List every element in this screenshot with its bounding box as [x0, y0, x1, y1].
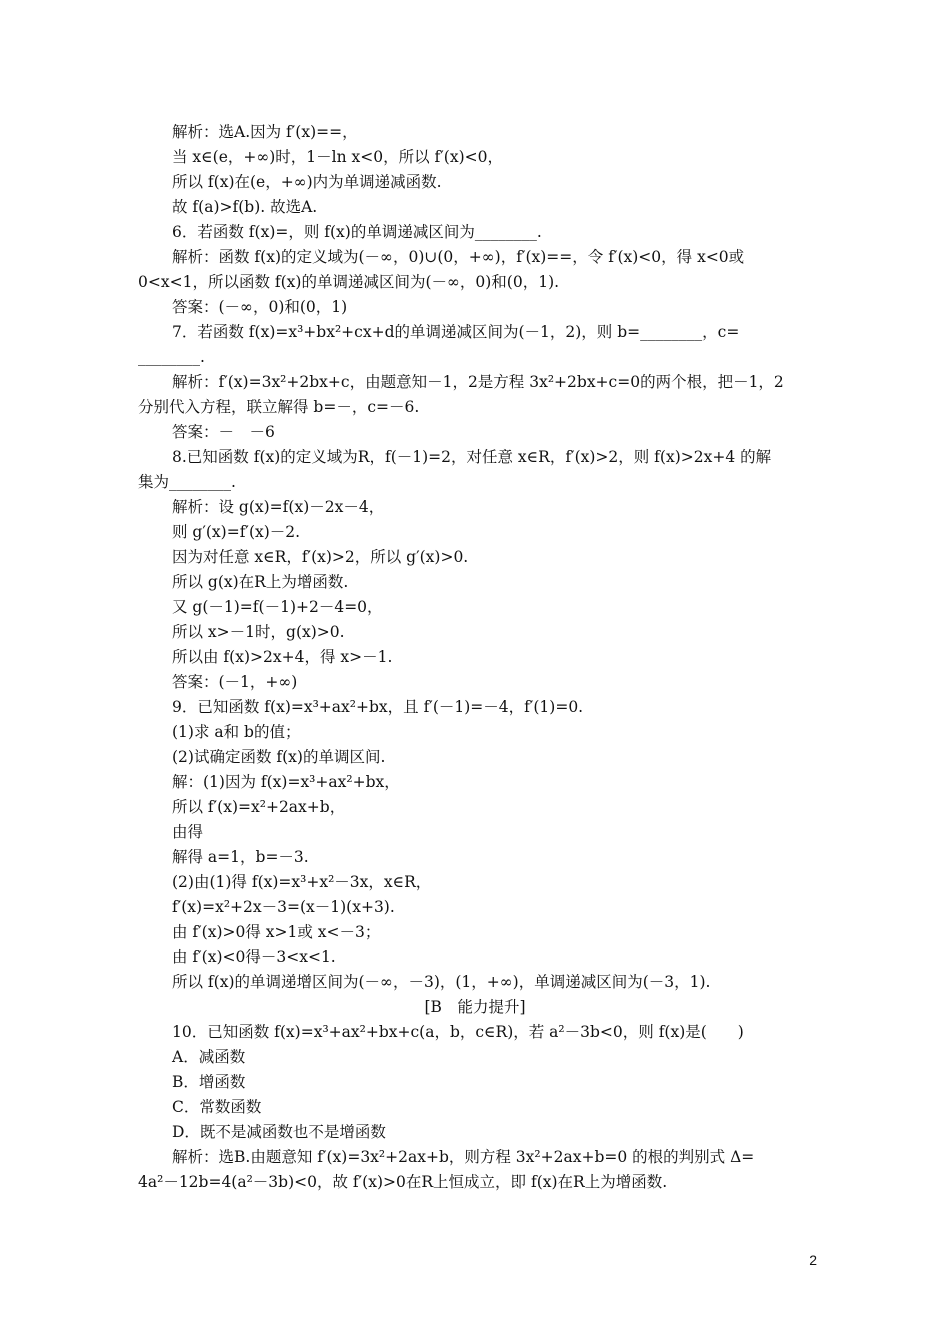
text-line: 又 g(－1)=f(－1)+2－4=0， — [172, 598, 383, 616]
problem-10: 10．已知函数 f(x)=x³+ax²+bx+c(a，b，c∈R)，若 a²－3b<0，则 f(x)是( ) — [172, 1023, 744, 1041]
text-line: 解析：f′(x)=3x²+2bx+c，由题意知－1，2是方程 3x²+2bx+c=0的两个根，把－1，2 — [172, 373, 784, 391]
text-line: 故 f(a)>f(b). 故选A. — [172, 198, 318, 216]
text-line: 当 x∈(e，+∞)时，1－ln x<0，所以 f′(x)<0， — [172, 148, 503, 166]
text-line: 解析：选B.由题意知 f′(x)=3x²+2ax+b，则方程 3x²+2ax+b=0 的根的判别式 Δ= — [172, 1148, 755, 1166]
choice-d: D．既不是减函数也不是增函数 — [172, 1123, 386, 1141]
text-line: ________. — [138, 348, 205, 366]
text-line: 所以由 f(x)>2x+4，得 x>－1. — [172, 648, 393, 666]
text-line: 解析：函数 f(x)的定义域为(－∞，0)∪(0，+∞)，f′(x)==，令 f′(x)<0，得 x<0或 — [172, 248, 745, 266]
text-line: 所以 x>－1时，g(x)>0. — [172, 623, 345, 641]
answer-line: 答案：(－∞，0)和(0，1) — [172, 298, 348, 316]
text-line: 解析：选A.因为 f′(x)==， — [172, 123, 358, 141]
text-line: 分别代入方程，联立解得 b=－，c=－6. — [138, 398, 420, 416]
text-line: 所以 f(x)在(e，+∞)内为单调递减函数. — [172, 173, 442, 191]
answer-line: 答案：－ －6 — [172, 423, 275, 441]
choice-c: C．常数函数 — [172, 1098, 262, 1116]
text-line: (2)由(1)得 f(x)=x³+x²－3x，x∈R， — [172, 873, 432, 891]
text-line: (2)试确定函数 f(x)的单调区间. — [172, 748, 386, 766]
answer-line: 答案：(－1，+∞) — [172, 673, 298, 691]
page-number: 2 — [809, 1252, 817, 1268]
text-line: 所以 f′(x)=x²+2ax+b， — [172, 798, 346, 816]
text-line: 所以 g(x)在R上为增函数. — [172, 573, 349, 591]
problem-6: 6．若函数 f(x)=，则 f(x)的单调递减区间为________. — [172, 223, 542, 241]
text-line: 解：(1)因为 f(x)=x³+ax²+bx， — [172, 773, 400, 791]
text-line: 0<x<1，所以函数 f(x)的单调递减区间为(－∞，0)和(0，1). — [138, 273, 560, 291]
text-line: 因为对任意 x∈R，f′(x)>2，所以 g′(x)>0. — [172, 548, 469, 566]
text-line: 由得 — [172, 823, 204, 841]
text-line: 则 g′(x)=f′(x)－2. — [172, 523, 301, 541]
problem-8: 8.已知函数 f(x)的定义域为R，f(－1)=2，对任意 x∈R，f′(x)>2，则 f(x)>2x+4 的解 — [172, 448, 772, 466]
text-line: 集为________. — [138, 473, 236, 491]
text-line: 所以 f(x)的单调递增区间为(－∞，－3)，(1，+∞)，单调递减区间为(－3，1). — [172, 973, 711, 991]
text-line: 4a²－12b=4(a²－3b)<0，故 f′(x)>0在R上恒成立，即 f(x)在R上为增函数. — [138, 1173, 668, 1191]
text-line: 由 f′(x)>0得 x>1或 x<－3； — [172, 923, 381, 941]
text-line: (1)求 a和 b的值； — [172, 723, 301, 741]
text-line: f′(x)=x²+2x－3=(x－1)(x+3). — [172, 898, 395, 916]
text-line: 解得 a=1，b=－3. — [172, 848, 309, 866]
text-line: 解析：设 g(x)=f(x)－2x－4， — [172, 498, 385, 516]
text-line: 由 f′(x)<0得－3<x<1. — [172, 948, 336, 966]
choice-a: A．减函数 — [172, 1048, 246, 1066]
problem-7: 7．若函数 f(x)=x³+bx²+cx+d的单调递减区间为(－1，2)，则 b=________，c= — [172, 323, 740, 341]
section-heading: [B 能力提升] — [424, 998, 526, 1016]
problem-9: 9．已知函数 f(x)=x³+ax²+bx，且 f′(－1)=－4，f′(1)=0. — [172, 698, 584, 716]
choice-b: B．增函数 — [172, 1073, 246, 1091]
